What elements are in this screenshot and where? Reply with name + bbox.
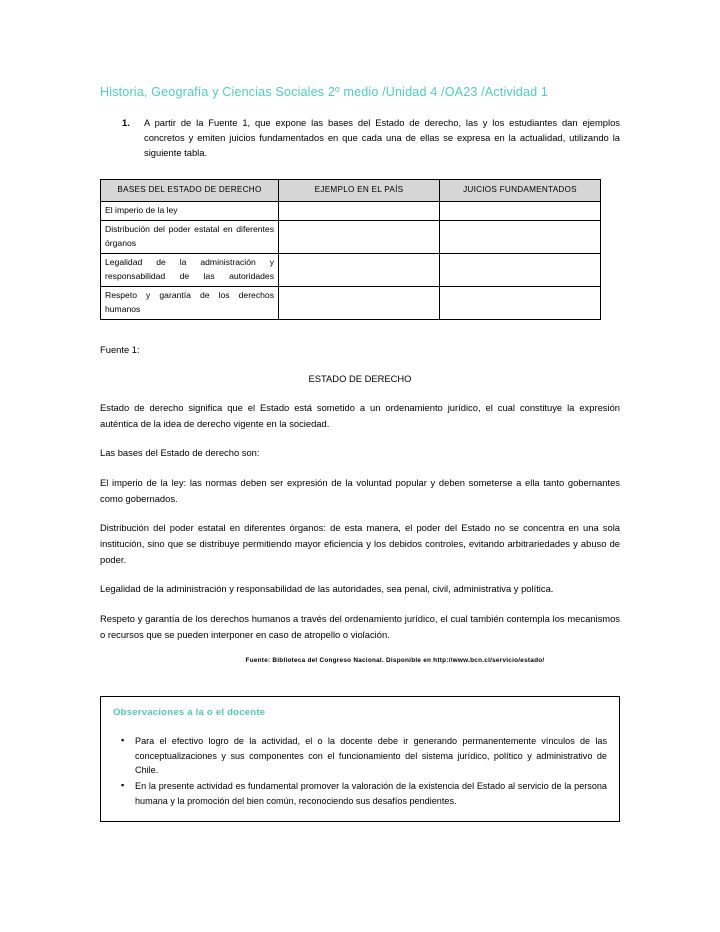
table-row: [101, 286, 601, 319]
column-header-bases: BASES DEL ESTADO DE DERECHO: [101, 179, 279, 201]
source-heading: ESTADO DE DERECHO: [308, 372, 412, 384]
cell-base-4: Respeto y garantía de los derechos humanos: [101, 286, 279, 319]
source-paragraph-3: El imperio de la ley: las normas deben ser expresión de la voluntad popular y deben someterse a ella tanto gobernantes como gobernados.: [100, 476, 620, 504]
cell-ejemplo-2[interactable]: [279, 221, 440, 254]
page-title: Historia, Geografía y Ciencias Sociales 2º medio /Unidad 4 /OA23 /Actividad 1: [100, 85, 549, 99]
cell-ejemplo-4[interactable]: [279, 286, 440, 319]
table-header-row: [101, 179, 601, 201]
list-item: ▪ En la presente actividad es fundamental promover la valoración de la existencia del Estado al servicio de la persona humana y la promoción del bien común, reconociendo sus desafíos pendientes.: [135, 779, 607, 808]
source-paragraph-6: Respeto y garantía de los derechos humanos a través del ordenamiento jurídico, el cual también contempla los mecanismos o recursos que se pueden interponer en caso de atropello o violación.: [100, 612, 620, 640]
cell-juicio-2[interactable]: [440, 221, 601, 254]
observations-box: [100, 696, 620, 822]
list-item: ▪ Para el efectivo logro de la actividad, el o la docente debe ir generando permanentemente vínculos de las conceptualizaciones y sus componentes con el funcionamiento del sistema jurídico, político y administrativo de Chile.: [135, 734, 607, 778]
source-paragraph-5: Legalidad de la administración y responsabilidad de las autoridades, sea penal, civil, administrativa y política.: [100, 583, 554, 595]
cell-juicio-3[interactable]: [440, 253, 601, 286]
cell-base-2: Distribución del poder estatal en diferentes órganos: [101, 221, 279, 254]
instruction-block: [100, 115, 620, 161]
source-label: Fuente 1:: [100, 343, 140, 355]
table-row: [101, 202, 601, 221]
source-paragraph-2: Las bases del Estado de derecho son:: [100, 447, 260, 459]
cell-juicio-4[interactable]: [440, 286, 601, 319]
instruction-text: A partir de la Fuente 1, que expone las bases del Estado de derecho, las y los estudiantes dan ejemplos concretos y emiten juicios fundamentados en que cada una de ellas se expresa en la actualidad, utilizando la siguiente tabla.: [144, 117, 620, 159]
cell-base-3: Legalidad de la administración y responsabilidad de las autoridades: [101, 253, 279, 286]
cell-juicio-1[interactable]: [440, 202, 601, 221]
cell-base-1: El imperio de la ley: [101, 202, 279, 221]
observations-title: Observaciones a la o el docente: [113, 706, 266, 718]
table-row: [101, 253, 601, 286]
column-header-juicios: JUICIOS FUNDAMENTADOS: [440, 179, 601, 201]
table-row: [101, 221, 601, 254]
cell-ejemplo-1[interactable]: [279, 202, 440, 221]
source-paragraph-4: Distribución del poder estatal en diferentes órganos: de esta manera, el poder del Estado no se concentra en una sola institución, sino que se distribuye permitiendo mayor eficiencia y los debidos controles, evitando arbitrariedades y abuso de poder.: [100, 521, 620, 566]
observations-list: [113, 734, 607, 809]
cell-ejemplo-3[interactable]: [279, 253, 440, 286]
source-paragraph-1: Estado de derecho significa que el Estado está sometido a un ordenamiento jurídico, el cual constituye la expresión auténtica de la idea de derecho vigente en la sociedad.: [100, 402, 620, 430]
bases-table: [100, 179, 601, 320]
source-citation: Fuente: Biblioteca del Congreso Nacional. Disponible en http://www.bcn.cl/servicio/estado/: [245, 656, 545, 664]
instruction-number: 1.: [122, 117, 130, 128]
column-header-ejemplo: EJEMPLO EN EL PAÍS: [279, 179, 440, 201]
